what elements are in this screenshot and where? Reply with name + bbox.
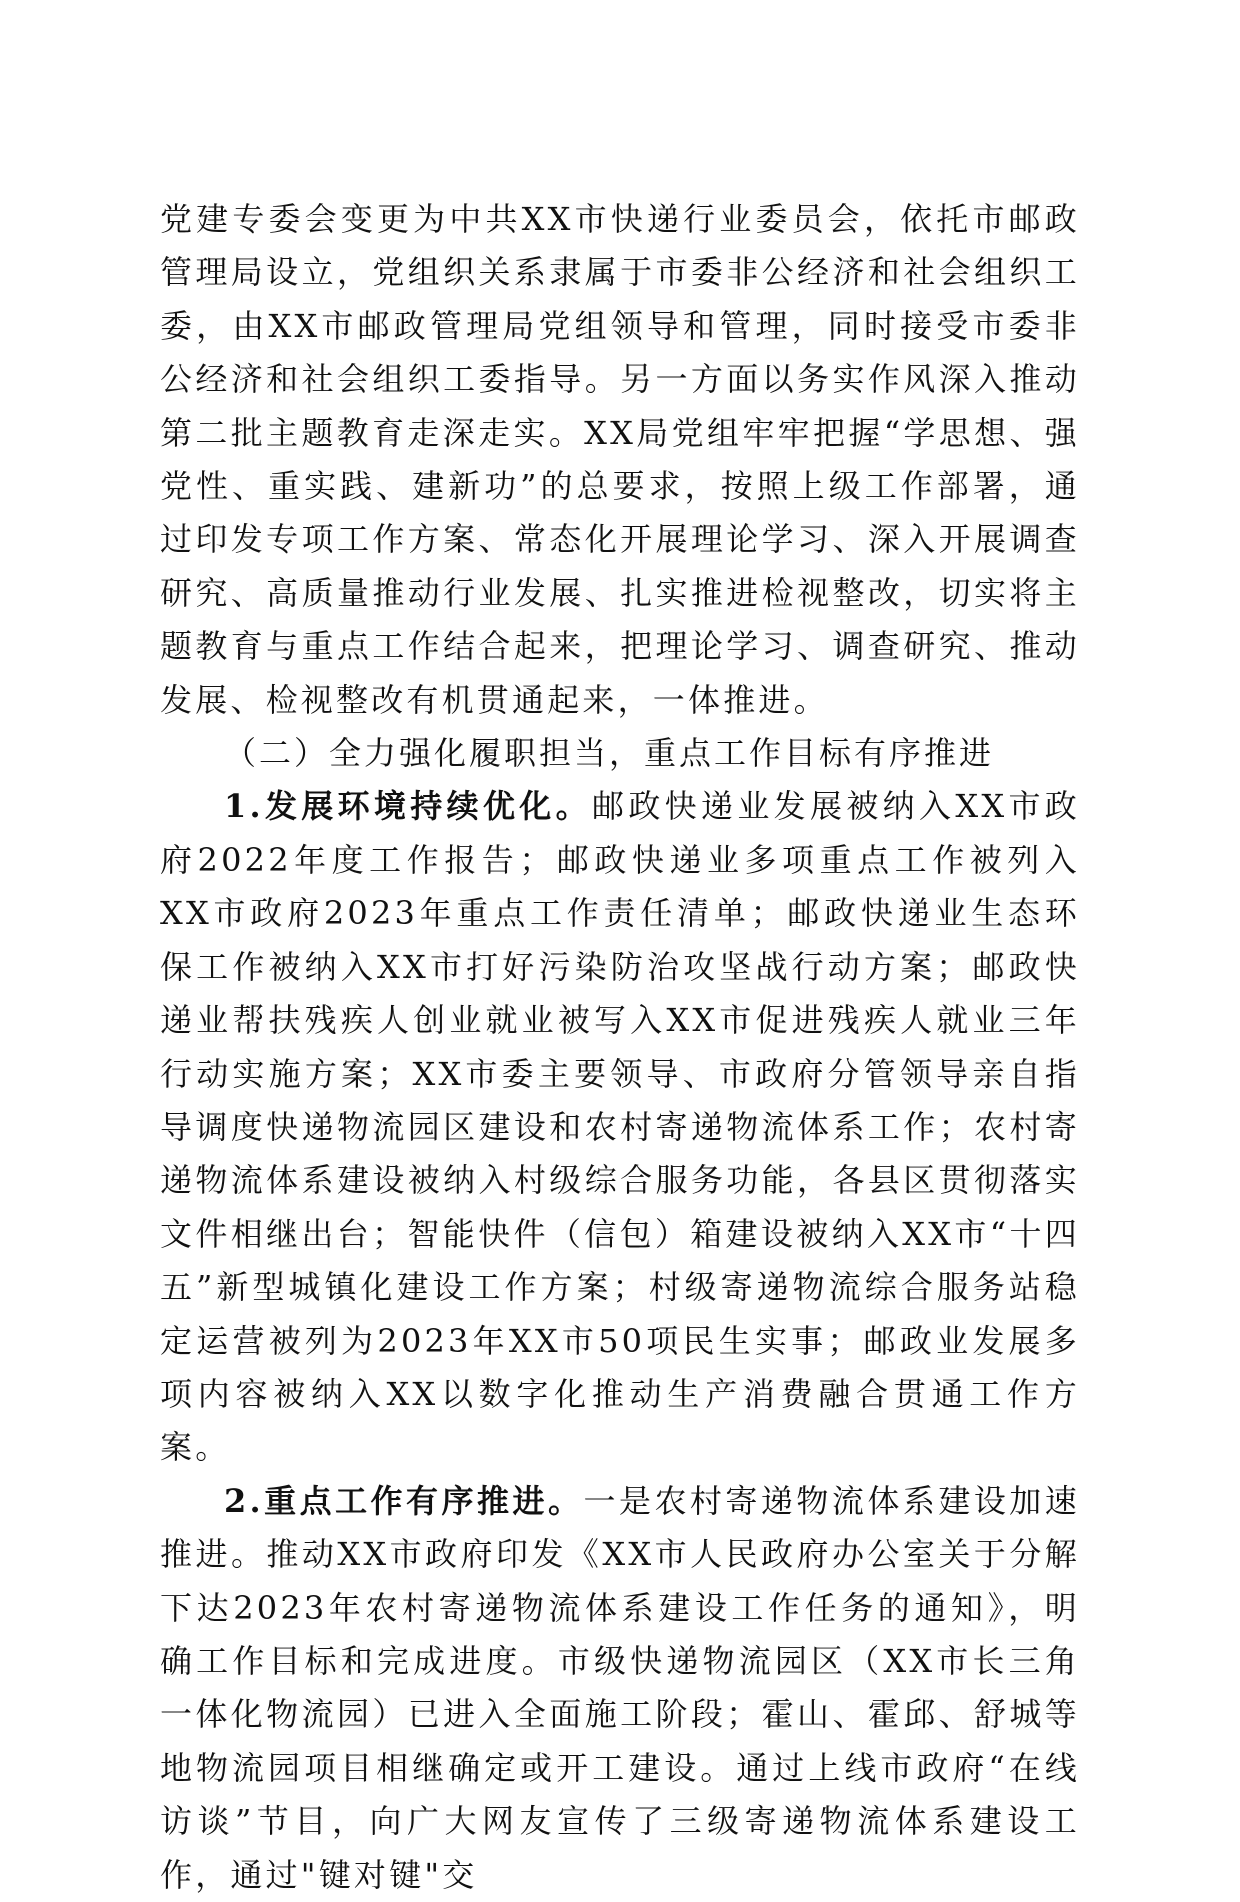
paragraph-party-building: 党建专委会变更为中共XX市快递行业委员会，依托市邮政管理局设立，党组织关系隶属于市委非公经济和社会组织工委，由XX市邮政管理局党组领导和管理，同时接受市委非公经济和社会组织工委指导。另一方面以务实作风深入推动第二批主题教育走深走实。XX局党组牢牢把握“学思想、强党性、重实践、建新功”的总要求，按照上级工作部署，通过印发专项工作方案、常态化开展理论学习、深入开展调查研究、高质量推动行业发展、扎实推进检视整改，切实将主题教育与重点工作结合起来，把理论学习、调查研究、推动发展、检视整改有机贯通起来，一体推进。 (160, 200, 1080, 719)
paragraph-environment-lead: 1.发展环境持续优化。 (224, 787, 592, 826)
document-body (160, 193, 1080, 1902)
paragraph-environment (160, 780, 1080, 1474)
paragraph-environment-body: 邮政快递业发展被纳入XX市政府2022年度工作报告；邮政快递业多项重点工作被列入XX市政府2023年重点工作责任清单；邮政快递业生态环保工作被纳入XX市打好污染防治攻坚战行动方案；邮政快递业帮扶残疾人创业就业被写入XX市促进残疾人就业三年行动实施方案；XX市委主要领导、市政府分管领导亲自指导调度快递物流园区建设和农村寄递物流体系工作；农村寄递物流体系建设被纳入村级综合服务功能，各县区贯彻落实文件相继出台；智能快件（信包）箱建设被纳入XX市“十四五”新型城镇化建设工作方案；村级寄递物流综合服务站稳定运营被列为2023年XX市50项民生实事；邮政业发展多项内容被纳入XX以数字化推动生产消费融合贯通工作方案。 (160, 787, 1080, 1467)
paragraph-key-work-lead: 2.重点工作有序推进。 (224, 1481, 584, 1520)
paragraph-key-work-body: 一是农村寄递物流体系建设加速推进。推动XX市政府印发《XX市人民政府办公室关于分解下达2023年农村寄递物流体系建设工作任务的通知》，明确工作目标和完成进度。市级快递物流园区（XX市长三角一体化物流园）已进入全面施工阶段；霍山、霍邱、舒城等地物流园项目相继确定或开工建设。通过上线市政府“在线访谈”节目，向广大网友宣传了三级寄递物流体系建设工作，通过"键对键"交 (160, 1481, 1080, 1894)
paragraph-key-work (160, 1475, 1080, 1902)
section-heading: （二）全力强化履职担当，重点工作目标有序推进 (224, 734, 995, 773)
